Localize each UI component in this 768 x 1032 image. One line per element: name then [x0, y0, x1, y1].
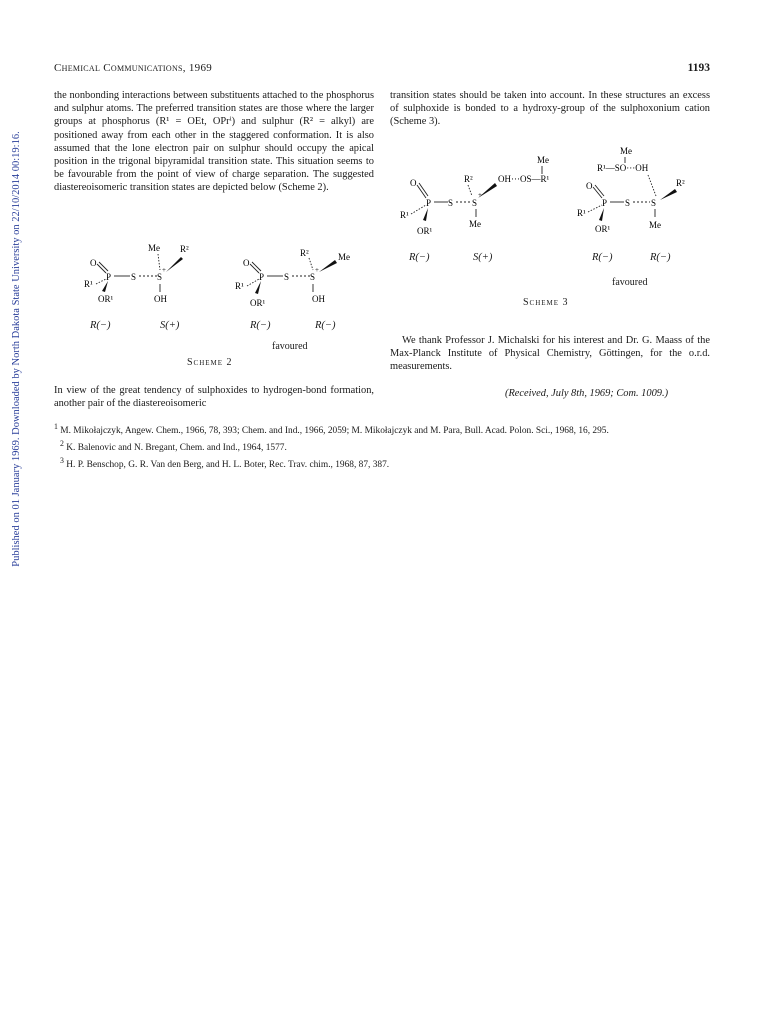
atom-o: O [90, 258, 97, 268]
atom-r1: R¹ [577, 208, 586, 218]
paragraph: the nonbonding interactions between substituents attached to the phosphorus and sulphur atoms. The preferred transition states are those where the larger groups at phosphorus (R¹ = OEt, OPrⁱ) and sulphur (R² = alkyl) are positioned away from each other in the staggered conformation. It is also assumed that the lone electron pair on sulphur should occupy the apical position in the trigonal bipyramidal transition state. This situation seems to be favourable from the point of view of charge separation. The suggested diastereoisomeric transition states are depicted below (Scheme 2). [54, 90, 374, 194]
received-date: (Received, July 8th, 1969; Com. 1009.) [505, 388, 669, 399]
atom-r1: R¹ [84, 279, 93, 289]
structure-2a [84, 243, 189, 304]
config-label: R(−) [250, 320, 271, 331]
config-label: R(−) [315, 320, 336, 331]
atom-or1: OR¹ [417, 226, 433, 236]
atom-or1: OR¹ [595, 224, 611, 234]
atom-s: S [310, 272, 316, 282]
reference-item: $^2$ K. Balenovic and N. Bregant, Chem. and Ind., 1964, 1577. [60, 438, 287, 454]
structure-2b [235, 248, 350, 308]
scheme-3-structures [390, 146, 710, 246]
hbond-ohos: OH···OS—R¹ [498, 174, 550, 184]
atom-o: O [243, 258, 250, 268]
atom-me: Me [469, 219, 481, 229]
atom-r2: R² [676, 178, 685, 188]
config-label: R(−) [90, 320, 111, 331]
config-label: R(−) [592, 252, 613, 263]
favoured-note: favoured [612, 277, 648, 288]
atom-s: S [472, 198, 478, 208]
atom-r2: R² [464, 174, 473, 184]
reference-item: $^3$ H. P. Benschop, G. R. Van den Berg, and H. L. Boter, Rec. Trav. chim., 1968, 87, 387. [60, 455, 390, 470]
atom-o: O [586, 181, 593, 191]
atom-oh: OH [312, 294, 325, 304]
atom-p: P [259, 272, 265, 282]
charge-plus: + [315, 266, 319, 274]
atom-s: S [157, 272, 163, 282]
favoured-note: favoured [272, 341, 308, 352]
scheme-3-title: Scheme 3 [523, 297, 569, 308]
paragraph: transition states should be taken into account. In these structures an excess of sulphoxide is bonded to a hydroxy-group of the sulphoxonium cation (Scheme 3). [390, 90, 710, 128]
atom-oh: OH [154, 294, 167, 304]
hbond-r1so: R¹—SO···OH [597, 163, 649, 173]
atom-s: S [284, 272, 290, 282]
atom-or1: OR¹ [98, 294, 114, 304]
column-right [390, 89, 710, 129]
atom-p: P [106, 272, 112, 282]
column-left [54, 89, 374, 195]
structure-3b [577, 146, 685, 234]
atom-s: S [131, 272, 137, 282]
references [54, 421, 710, 472]
charge-plus: + [162, 266, 166, 274]
atom-o: O [410, 178, 417, 188]
download-notice: Published on 01 January 1969. Downloaded by North Dakota State University on 22/10/2014 00:19:16. [11, 131, 22, 567]
atom-me: Me [338, 252, 350, 262]
scheme-2-title: Scheme 2 [187, 357, 233, 368]
atom-s: S [651, 198, 657, 208]
atom-r2: R² [180, 244, 189, 254]
atom-r2: R² [300, 248, 309, 258]
scheme-2-structures [54, 240, 374, 310]
config-label: R(−) [409, 252, 430, 263]
atom-r1: R¹ [400, 210, 409, 220]
structure-3a [400, 155, 549, 236]
charge-plus: + [478, 191, 482, 199]
atom-p: P [426, 198, 432, 208]
config-label: R(−) [650, 252, 671, 263]
atom-s: S [448, 198, 454, 208]
reference-item: $^1$ M. Mikołajczyk, Angew. Chem., 1966, 78, 393; Chem. and Ind., 1966, 2059; M. Mikołajczyk and M. Para, Bull. Acad. Polon. Sci., 1968, 16, 295. [54, 422, 609, 437]
atom-me: Me [537, 155, 549, 165]
atom-r1: R¹ [235, 281, 244, 291]
atom-me: Me [620, 146, 632, 156]
config-label: S(+) [160, 320, 180, 331]
config-label: S(+) [473, 252, 493, 263]
atom-me: Me [148, 243, 160, 253]
page-number: 1193 [687, 62, 710, 74]
running-header-journal: Chemical Communications, 1969 [54, 62, 213, 74]
atom-p: P [602, 198, 608, 208]
acknowledgement: We thank Professor J. Michalski for his interest and Dr. G. Maass of the Max-Planck Institute of Physical Chemistry, Göttingen, for the o.r.d. measurements. [390, 335, 710, 373]
paragraph-continued: In view of the great tendency of sulphoxides to hydrogen-bond formation, another pair of the diastereoisomeric [54, 385, 374, 410]
atom-s: S [625, 198, 631, 208]
atom-me: Me [649, 220, 661, 230]
atom-or1: OR¹ [250, 298, 266, 308]
